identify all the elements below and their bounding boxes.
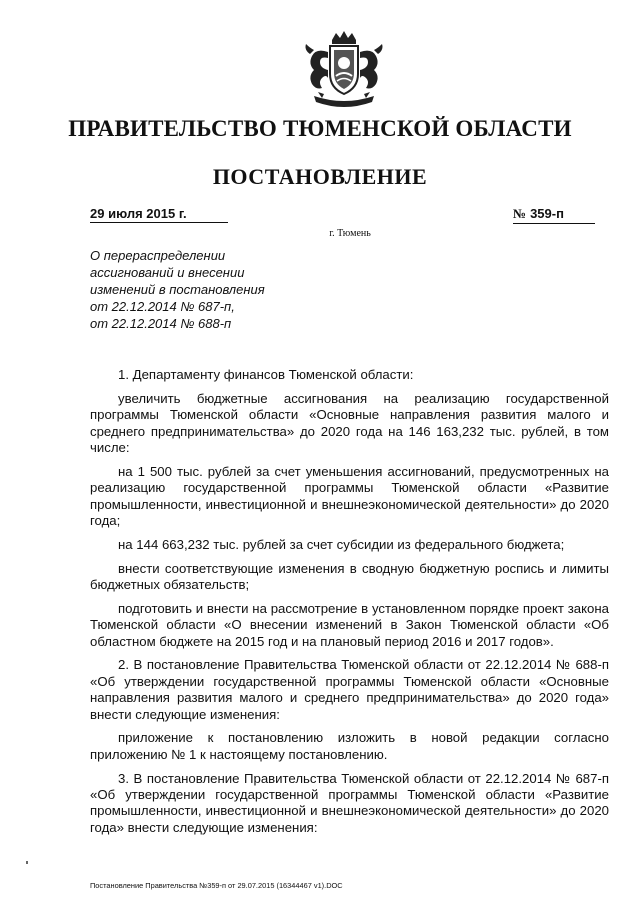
city: г. Тюмень	[329, 228, 371, 239]
document-number-value: 359-п	[530, 206, 564, 221]
paragraph: приложение к постановлению изложить в новой редакции согласно приложению № 1 к настоящему постановлению.	[90, 730, 609, 762]
document-number	[513, 206, 595, 224]
paragraph: подготовить и внести на рассмотрение в установленном порядке проект закона Тюменской области «О внесении изменений в Закон Тюменской области «Об областном бюджете на 2015 год и на плановый период 2016 и 2017 годов».	[90, 600, 609, 649]
number-sign: №	[513, 206, 527, 221]
subject-line: от 22.12.2014 № 687-п,	[90, 299, 235, 314]
document-date: 29 июля 2015 г.	[90, 206, 228, 223]
document-subject	[90, 247, 310, 332]
subject-line: изменений в постановления	[90, 282, 265, 297]
paragraph: 1. Департаменту финансов Тюменской области:	[118, 367, 414, 382]
paragraph: на 144 663,232 тыс. рублей за счет субсидии из федерального бюджета;	[118, 536, 565, 552]
paragraph: на 1 500 тыс. рублей за счет уменьшения ассигнований, предусмотренных на реализацию государственной программы Тюменской области «Развитие промышленности, инвестиционной и внешнеэкономической деятельности» до 2020 года;	[90, 463, 609, 529]
paragraph: 2. В постановление Правительства Тюменской области от 22.12.2014 № 688-п «Об утверждении государственной программы Тюменской области «Основные направления развития малого и среднего предпринимательства» до 2020 года» внести следующие изменения:	[90, 657, 609, 722]
government-title: ПРАВИТЕЛЬСТВО ТЮМЕНСКОЙ ОБЛАСТИ	[68, 116, 572, 141]
paragraph: внести соответствующие изменения в сводную бюджетную роспись и лимиты бюджетных обязательств;	[90, 560, 609, 593]
coat-of-arms-emblem-icon	[294, 30, 394, 112]
subject-line: О перераспределении	[90, 248, 226, 263]
file-footer: Постановление Правительства №359-п от 29.07.2015 (16344467 v1).DOC	[90, 881, 343, 890]
paragraph: 3. В постановление Правительства Тюменской области от 22.12.2014 № 687-п «Об утверждении государственной программы Тюменской области «Развитие промышленности, инвестиционной и внешнеэкономической деятельности» до 2020 года» внести следующие изменения:	[90, 770, 609, 835]
subject-line: от 22.12.2014 № 688-п	[90, 316, 232, 331]
margin-mark	[26, 861, 28, 864]
subject-line: ассигнований и внесении	[90, 265, 245, 280]
document-body	[90, 367, 609, 844]
document-type: ПОСТАНОВЛЕНИЕ	[212, 164, 428, 189]
paragraph: увеличить бюджетные ассигнования на реализацию государственной программы Тюменской области «Основные направления развития малого и среднего предпринимательства» до 2020 года на 146 163,232 тыс. рублей, в том числе:	[90, 390, 609, 456]
